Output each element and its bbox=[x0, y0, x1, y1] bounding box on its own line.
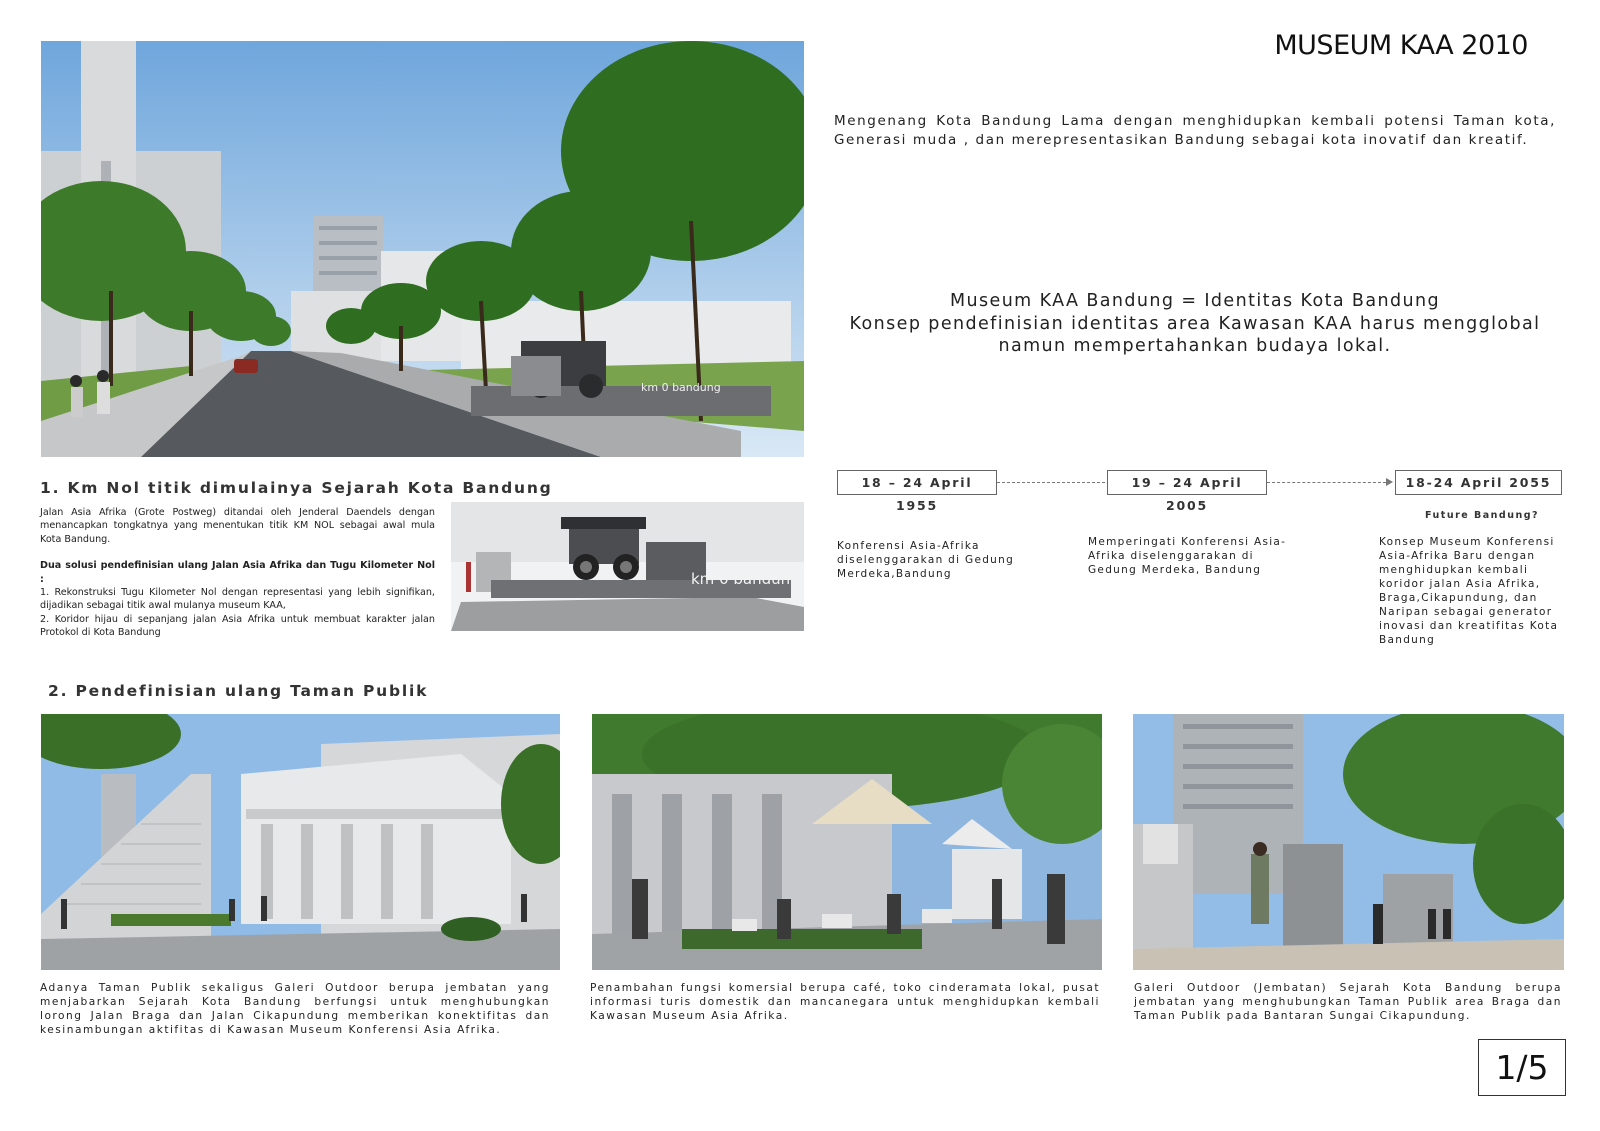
render-caption: Penambahan fungsi komersial berupa café, toko cinderamata lokal, pusat informasi turis domestik dan mancanegara untuk menghidupkan kembali Kawasan Museum Asia Afrika. bbox=[590, 982, 1100, 1022]
list-item: 1. Rekonstruksi Tugu Kilometer Nol dengan representasi yang lebih signifikan, dijadikan sebagai titik awal mulanya museum KAA, bbox=[40, 587, 435, 612]
concept-line: Museum KAA Bandung = Identitas Kota Bandung bbox=[950, 291, 1440, 311]
concept-statement bbox=[830, 290, 1560, 358]
concept-line: namun mempertahankan budaya lokal. bbox=[998, 336, 1392, 356]
intro-statement: Mengenang Kota Bandung Lama dengan menghidupkan kembali potensi Taman kota, Generasi muda , dan merepresentasikan Bandung sebagai kota inovatif dan kreatif. bbox=[834, 113, 1556, 148]
timeline-connector bbox=[1267, 482, 1386, 483]
render-caption: Adanya Taman Publik sekaligus Galeri Outdoor berupa jembatan yang menjabarkan Sejarah Kota Bandung berfungsi untuk menghubungkan lorong Jalan Braga dan Jalan Cikapundung memberikan konektifitas dan kesinambungan aktifitas di Kawasan Museum Konferensi Asia Afrika. bbox=[40, 982, 550, 1036]
solutions-heading: Dua solusi pendefinisian ulang Jalan Asia Afrika dan Tugu Kilometer Nol : bbox=[40, 560, 435, 585]
concept-line: Konsep pendefinisian identitas area Kawasan KAA harus mengglobal bbox=[849, 313, 1541, 334]
timeline-description: Konsep Museum Konferensi Asia-Afrika Baru dengan menghidupkan kembali koridor jalan Asia Afrika, Braga,Cikapundung, dan Naripan sebagai generator inovasi dan kreatifitas Kota Bandung bbox=[1379, 536, 1559, 646]
outdoor-gallery-render bbox=[1133, 714, 1564, 970]
hero-monument-sign: km 0 bandung bbox=[641, 381, 721, 394]
cafe-plaza-render bbox=[592, 714, 1102, 970]
timeline-description: Memperingati Konferensi Asia-Afrika diselenggarakan di Gedung Merdeka, Bandung bbox=[1088, 536, 1287, 576]
hero-street-render bbox=[41, 41, 804, 457]
monument-render bbox=[451, 502, 804, 631]
timeline-date: 18 – 24 April 1955 bbox=[837, 470, 997, 495]
timeline-date: 19 – 24 April 2005 bbox=[1107, 470, 1267, 495]
section1-text bbox=[40, 506, 435, 640]
timeline-arrow-icon bbox=[1386, 478, 1393, 486]
page-number: 1/5 bbox=[1478, 1039, 1566, 1096]
section-title: 2. Pendefinisian ulang Taman Publik bbox=[48, 682, 429, 700]
future-label: Future Bandung? bbox=[1425, 510, 1540, 521]
paragraph: Jalan Asia Afrika (Grote Postweg) ditandai oleh Jenderal Daendels dengan menancapkan tongkatnya yang menentukan titik KM NOL sebagai awal mula Kota Bandung. bbox=[40, 507, 435, 545]
public-park-render bbox=[41, 714, 560, 970]
timeline-connector bbox=[997, 482, 1105, 483]
monument-sign: km 0 bandung bbox=[691, 570, 800, 588]
page-title: MUSEUM KAA 2010 bbox=[1274, 30, 1528, 61]
section-title: 1. Km Nol titik dimulainya Sejarah Kota Bandung bbox=[40, 479, 553, 497]
timeline-description: Konferensi Asia-Afrika diselenggarakan di Gedung Merdeka,Bandung bbox=[837, 540, 1015, 580]
render-caption: Galeri Outdoor (Jembatan) Sejarah Kota Bandung berupa jembatan yang menghubungkan Taman Publik area Braga dan Taman Publik pada Bantaran Sungai Cikapundung. bbox=[1134, 982, 1562, 1022]
list-item: 2. Koridor hijau di sepanjang jalan Asia Afrika untuk membuat karakter jalan Protokol di Kota Bandung bbox=[40, 613, 435, 639]
timeline-date: 18-24 April 2055 bbox=[1395, 470, 1562, 495]
